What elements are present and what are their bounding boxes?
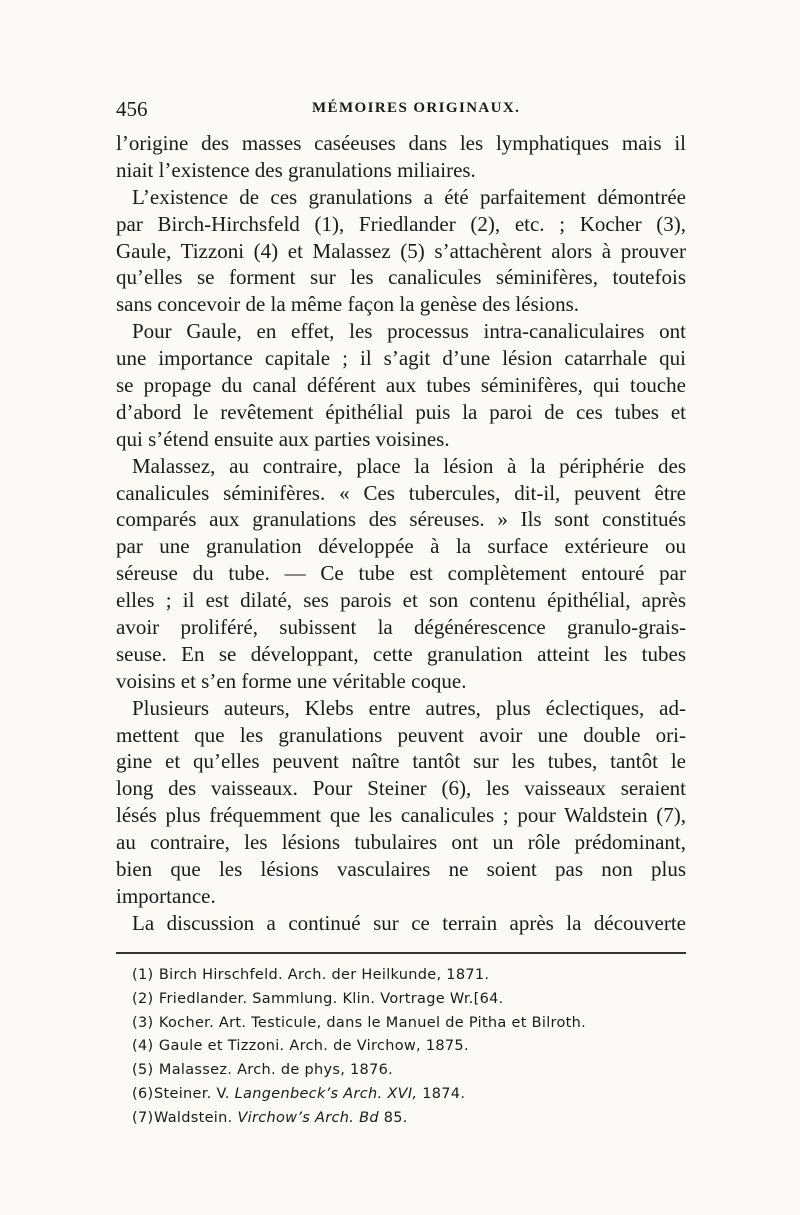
body-line: qui s’étend ensuite aux parties voisines. <box>116 426 450 451</box>
body-line: mettent que les granulations peuvent avoir une double ori- <box>116 722 686 747</box>
footnote-text: Waldstein. <box>154 1109 238 1126</box>
footnote <box>132 964 672 988</box>
footnotes <box>132 964 672 1131</box>
paragraph-start-line: L’existence de ces granulations a été parfaitement démontrée <box>132 184 686 209</box>
body-line: au contraire, les lésions tubulaires ont un rôle prédominant, <box>116 830 686 855</box>
body-line: comparés aux granulations des séreuses. » Ils sont constitués <box>116 507 686 532</box>
footnote <box>132 988 672 1012</box>
body-line: sans concevoir de la même façon la genèse des lésions. <box>116 292 579 317</box>
body-line: qu’elles se forment sur les canalicules séminifères, toutefois <box>116 265 686 290</box>
body-line: importance. <box>116 883 216 908</box>
body-line: Gaule, Tizzoni (4) et Malassez (5) s’attachèrent alors à prouver <box>116 238 686 263</box>
body-line: bien que les lésions vasculaires ne soient pas non plus <box>116 857 686 882</box>
body-line: l’origine des masses caséeuses dans les lymphatiques mais il <box>116 131 686 155</box>
footnote-text: Birch Hirschfeld. Arch. der Heilkunde, 1871. <box>158 967 490 983</box>
body-line: séreuse du tube. — Ce tube est complètement entouré par <box>116 561 686 586</box>
footnote-italic-citation: Langenbeck’s Arch. XVI, <box>234 1085 418 1102</box>
paragraph-start-line: Pour Gaule, en effet, les processus intra-canaliculaires ont <box>132 319 686 344</box>
body-line: long des vaisseaux. Pour Steiner (6), les vaisseaux seraient <box>116 776 686 801</box>
footnote-text: Steiner. V. <box>154 1085 235 1102</box>
footnote-marker: (2) <box>132 990 154 1007</box>
running-head: MÉMOIRES ORIGINAUX. <box>312 100 521 116</box>
footnote-marker: (5) <box>132 1062 154 1079</box>
footnote-marker: (7) <box>132 1109 154 1126</box>
footnote-text: Gaule et Tizzoni. Arch. de Virchow, 1875. <box>158 1038 469 1055</box>
body-line: par une granulation développée à la surface extérieure ou <box>116 534 686 559</box>
body-line: une importance capitale ; il s’agit d’une lésion catarrhale qui <box>116 346 686 371</box>
body-line: se propage du canal déférent aux tubes séminifères, qui touche <box>116 373 686 398</box>
footnote-text: Friedlander. Sammlung. Klin. Vortrage Wr.[64. <box>158 990 504 1007</box>
footnote-marker: (1) <box>132 967 154 983</box>
footnote-text: Malassez. Arch. de phys, 1876. <box>158 1062 394 1079</box>
body-line: elles ; il est dilaté, ses parois et son contenu épithélial, après <box>116 588 686 613</box>
body-line: gine et qu’elles peuvent naître tantôt sur les tubes, tantôt le <box>116 749 686 774</box>
footnote-marker: (3) <box>132 1014 154 1031</box>
paragraph-start-line: Malassez, au contraire, place la lésion à la périphérie des <box>132 453 686 478</box>
footnote-text: 1874. <box>417 1085 466 1102</box>
footnote-text: Kocher. Art. Testicule, dans le Manuel de Pitha et Bilroth. <box>158 1014 587 1031</box>
footnote-separator <box>116 952 686 954</box>
body-line: d’abord le revêtement épithélial puis la paroi de ces tubes et <box>116 399 686 424</box>
body-text <box>116 130 686 937</box>
body-line: lésés plus fréquemment que les canalicules ; pour Waldstein (7), <box>116 803 686 828</box>
footnote <box>132 1012 672 1036</box>
body-line: canalicules séminifères. « Ces tubercules, dit-il, peuvent être <box>116 480 686 505</box>
page-header <box>116 97 686 121</box>
paragraph-start-line: La discussion a continué sur ce terrain après la découverte <box>132 910 686 935</box>
footnote <box>132 1059 672 1083</box>
page-number: 456 <box>116 97 148 121</box>
footnote-italic-citation: Virchow’s Arch. Bd <box>237 1109 379 1126</box>
body-line: voisins et s’en forme une véritable coque. <box>116 668 467 693</box>
body-line: seuse. En se développant, cette granulation atteint les tubes <box>116 641 686 666</box>
footnote-marker: (6) <box>132 1085 154 1102</box>
footnote <box>132 1035 672 1059</box>
footnote-text: 85. <box>378 1109 408 1126</box>
footnote <box>132 1107 672 1131</box>
footnote <box>132 1083 672 1107</box>
footnote-marker: (4) <box>132 1038 154 1055</box>
paragraph-start-line: Plusieurs auteurs, Klebs entre autres, plus éclectiques, ad- <box>132 695 686 720</box>
body-line: niait l’existence des granulations miliaires. <box>116 157 476 182</box>
body-line: avoir proliféré, subissent la dégénérescence granulo-grais- <box>116 615 686 640</box>
body-line: par Birch-Hirchsfeld (1), Friedlander (2), etc. ; Kocher (3), <box>116 211 686 236</box>
